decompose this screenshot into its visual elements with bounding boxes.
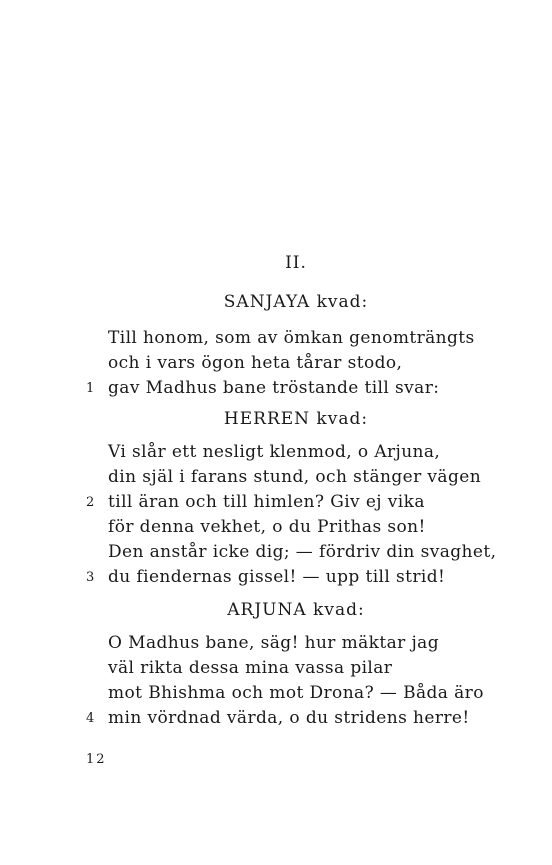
verse-line: för denna vekhet, o du Prithas son! [108, 517, 426, 537]
verse-line: Vi slår ett nesligt klenmod, o Arjuna, [108, 442, 441, 462]
verse-line: din själ i farans stund, och stänger vägen [108, 467, 482, 487]
verse-line: Den anstår icke dig; — fördriv din svaghet, [108, 542, 497, 562]
chapter-heading: II. [285, 253, 307, 273]
page-number: 12 [86, 752, 107, 767]
verse-line: till äran och till himlen? Giv ej vika [108, 492, 425, 512]
verse-line: mot Bhishma och mot Drona? — Båda äro [108, 683, 484, 703]
verse-number: 1 [86, 381, 95, 396]
verse-number: 3 [86, 570, 95, 585]
verse-line: Till honom, som av ömkan genomträngts [108, 328, 475, 348]
verse-line: gav Madhus bane tröstande till svar: [108, 378, 440, 398]
speaker-heading-sanjaya: SANJAYA kvad: [223, 292, 369, 312]
verse-line: du fiendernas gissel! — upp till strid! [108, 567, 446, 587]
verse-line: min vördnad värda, o du stridens herre! [108, 708, 470, 728]
speaker-heading-arjuna: ARJUNA kvad: [227, 600, 365, 620]
verse-number: 4 [86, 711, 95, 726]
verse-number: 2 [86, 495, 95, 510]
speaker-heading-herren: HERREN kvad: [223, 409, 369, 429]
verse-line: väl rikta dessa mina vassa pilar [108, 658, 393, 678]
verse-line: O Madhus bane, säg! hur mäktar jag [108, 633, 439, 653]
verse-line: och i vars ögon heta tårar stodo, [108, 353, 403, 373]
